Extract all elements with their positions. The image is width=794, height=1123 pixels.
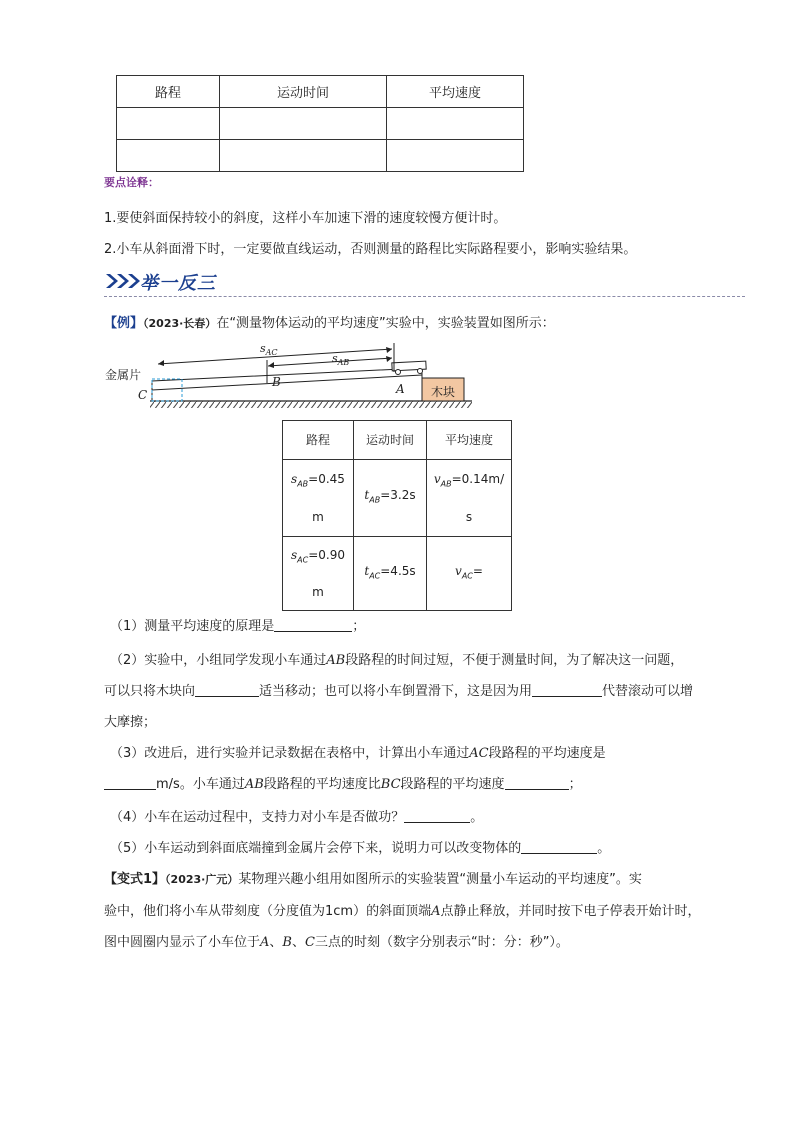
question-2-line3: 大摩擦； <box>104 715 157 730</box>
data-table <box>282 420 512 611</box>
variant-line2: 验中，他们将小车从带刻度（分度值为1cm）的斜面顶端A点静止释放，并同时按下电子停表开始计时， <box>104 904 701 919</box>
key-point-item: 2.小车从斜面滑下时，一定要做直线运动，否则测量的路程比实际路程要小，影响实验结果。 <box>104 242 637 257</box>
example-tag: 【例】 <box>104 316 144 331</box>
banner-title: 举一反三 <box>140 273 216 294</box>
answer-blank <box>505 776 569 790</box>
section-divider <box>104 296 745 297</box>
answer-blank <box>104 776 156 790</box>
point-a-label: A <box>396 382 405 396</box>
table-cell <box>220 108 387 140</box>
answer-blank <box>274 618 352 632</box>
answer-blank <box>195 683 259 697</box>
table-cell <box>220 140 387 172</box>
variant-source: （2023·广元） <box>165 873 239 886</box>
block-label: 木块 <box>431 385 456 399</box>
table-cell-time: $t_{AC}=4.5s$ <box>354 537 427 611</box>
table-cell-distance: $s_{AB}=0.45$ m <box>283 460 354 537</box>
section-banner <box>104 268 224 292</box>
variant-line1: 【变式1】（2023·广元）某物理兴趣小组用如图所示的实验装置“测量小车运动的平均速度”。实 <box>104 872 642 887</box>
answer-blank <box>404 809 470 823</box>
table-cell <box>117 140 220 172</box>
question-2-line2: 可以只将木块向 适当移动；也可以将小车倒置滑下，这是因为用 代替滚动可以增 <box>104 684 694 699</box>
data-table-empty <box>116 75 524 172</box>
s-ab-label: $s_{AB}$ <box>332 352 350 368</box>
question-1: （1）测量平均速度的原理是 ； <box>110 619 366 634</box>
point-c-label: C <box>138 388 148 402</box>
arrows-icon <box>104 270 144 292</box>
table-cell-speed: $v_{AC}=$ <box>427 537 512 611</box>
example-intro <box>104 312 555 331</box>
example-source: （2023·长春） <box>143 317 217 330</box>
table-header: 路程 <box>283 421 354 460</box>
example-text: 在“测量物体运动的平均速度”实验中，实验装置如图所示： <box>216 316 555 331</box>
table-row <box>283 421 512 460</box>
table-header: 运动时间 <box>354 421 427 460</box>
table-row <box>117 76 524 108</box>
table-cell-time: $t_{AB}=3.2s$ <box>354 460 427 537</box>
answer-blank <box>521 840 597 854</box>
table-cell-speed: $v_{AB}=0.14m/$ s <box>427 460 512 537</box>
incline-diagram <box>100 338 480 418</box>
table-cell <box>117 108 220 140</box>
s-ac-label: $s_{AC}$ <box>260 342 278 358</box>
point-b-label: B <box>272 375 281 389</box>
table-row <box>283 537 512 611</box>
variant-line3: 图中圆圈内显示了小车位于A、B、C三点的时刻（数字分别表示“时：分：秒”）。 <box>104 935 569 950</box>
table-row <box>117 108 524 140</box>
table-cell <box>387 140 524 172</box>
table-row <box>283 460 512 537</box>
table-row <box>117 140 524 172</box>
variant-tag: 【变式1】 <box>104 872 166 887</box>
question-2-line1: （2）实验中，小组同学发现小车通过AB段路程的时间过短，不便于测量时间，为了解决这一问题， <box>110 653 684 668</box>
table-cell <box>387 108 524 140</box>
answer-blank <box>532 683 602 697</box>
table-header: 平均速度 <box>387 76 524 108</box>
table-header: 路程 <box>117 76 220 108</box>
table-header: 运动时间 <box>220 76 387 108</box>
question-4: （4）小车在运动过程中，支持力对小车是否做功？ 。 <box>110 810 484 825</box>
table-header: 平均速度 <box>427 421 512 460</box>
table-cell-distance: $s_{AC}=0.90$ m <box>283 537 354 611</box>
question-3-line2: m/s。小车通过AB段路程的平均速度比BC段路程的平均速度 ； <box>104 773 582 792</box>
question-3-line1: （3）改进后，进行实验并记录数据在表格中，计算出小车通过AC段路程的平均速度是 <box>110 746 606 761</box>
metal-sheet-label: 金属片 <box>105 368 142 382</box>
question-5: （5）小车运动到斜面底端撞到金属片会停下来，说明力可以改变物体的 。 <box>110 841 611 856</box>
key-point-item: 1.要使斜面保持较小的斜度，这样小车加速下滑的速度较慢方便计时。 <box>104 211 507 226</box>
key-points-title: 要点诠释： <box>104 176 159 189</box>
